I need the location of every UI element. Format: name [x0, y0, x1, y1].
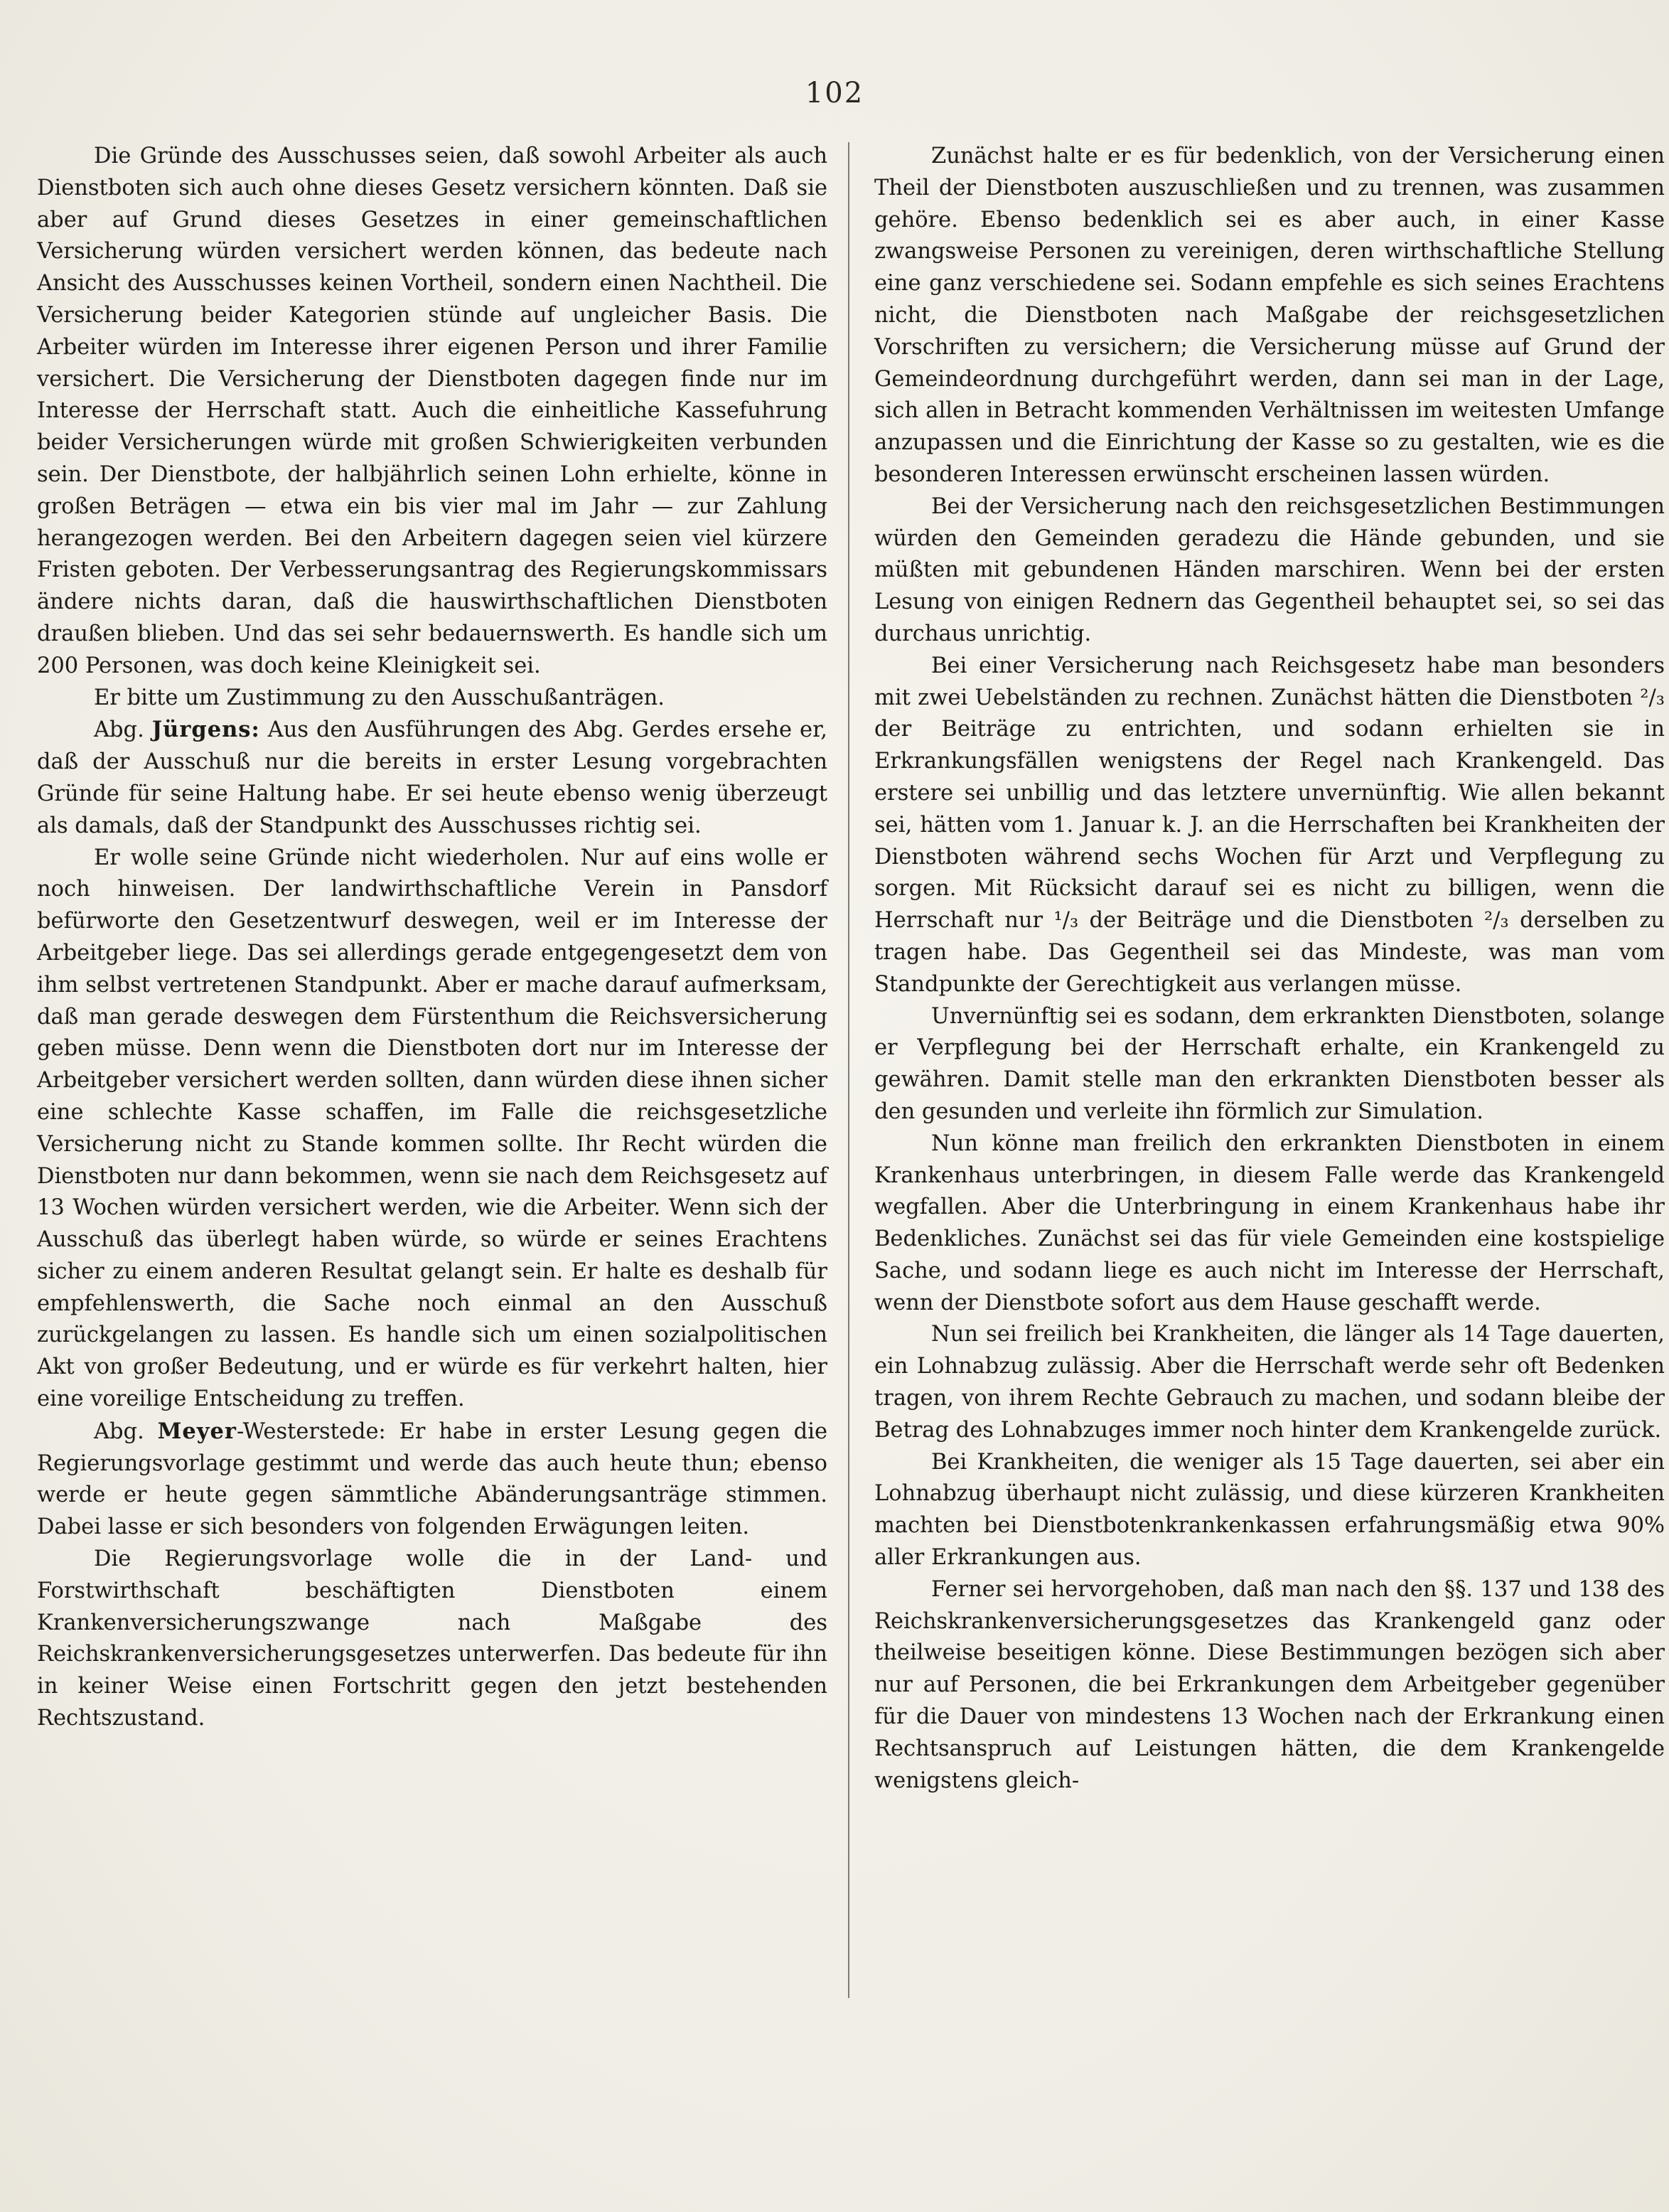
paragraph	[37, 683, 827, 715]
paragraph-text: Unvernünftig sei es sodann, dem erkrankten Dienstboten, solange er Verpflegung bei der Herrschaft erhalte, ein Krankengeld zu gewähren. Damit stelle man den erkrankten Dienstboten besser als den gesunden und verleite ihn förmlich zur Simulation.	[874, 1003, 1665, 1124]
page-number: 102	[805, 77, 864, 109]
paragraph	[874, 491, 1665, 651]
paragraph-text: Die Gründe des Ausschusses seien, daß sowohl Arbeiter als auch Dienstboten sich auch ohne dieses Gesetz versichern könnten. Daß sie aber auf Grund dieses Gesetzes in einer gemeinschaftlichen Versicherung würden versichert werden können, das bedeute nach Ansicht des Ausschusses keinen Vortheil, sondern einen Nachtheil. Die Versicherung beider Kategorien stünde auf ungleicher Basis. Die Arbeiter würden im Interesse ihrer eigenen Person und ihrer Familie versichert. Die Versicherung der Dienstboten dagegen finde nur im Interesse der Herrschaft statt. Auch die einheitliche Kassefuhrung beider Versicherungen würde mit großen Schwierigkeiten verbunden sein. Der Dienstbote, der halbjährlich seinen Lohn erhielte, könne in großen Beträgen — etwa ein bis vier mal im Jahr — zur Zahlung herangezogen werden. Bei den Arbeitern dagegen seien viel kürzere Fristen geboten. Der Verbesserungsantrag des Regierungskommissars ändere nichts daran, daß die hauswirthschaftlichen Dienstboten draußen blieben. Und das sei sehr bedauernswerth. Es handle sich um 200 Personen, was doch keine Kleinigkeit sei.	[37, 144, 827, 678]
paragraph	[874, 651, 1665, 1001]
paragraph	[874, 1128, 1665, 1320]
paragraph	[874, 141, 1665, 491]
paragraph-text: -Westerstede: Er habe in erster Lesung gegen die Regierungsvorlage gestimmt und werde das auch heute thun; ebenso werde er heute gegen sämmtliche Abänderungsanträge stimmen. Dabei lasse er sich besonders von folgenden Erwägungen leiten.	[37, 1418, 827, 1540]
paragraph-text: Er wolle seine Gründe nicht wiederholen. Nur auf eins wolle er noch hinweisen. Der landwirthschaftliche Verein in Pansdorf befürworte den Gesetzentwurf deswegen, weil er im Interesse der Arbeitgeber liege. Das sei allerdings gerade entgegengesetzt dem von ihm selbst vertretenen Standpunkt. Aber er mache darauf aufmerksam, daß man gerade deswegen dem Fürstenthum die Reichsversicherung geben müsse. Denn wenn die Dienstboten dort nur im Interesse der Arbeitgeber versichert werden sollten, dann würden diese ihnen sicher eine schlechte Kasse schaffen, im Falle die reichsgesetzliche Versicherung nicht zu Stande kommen sollte. Ihr Recht würden die Dienstboten nur dann bekommen, wenn sie nach dem Reichsgesetz auf 13 Wochen würden versichert werden, wie die Arbeiter. Wenn sich der Ausschuß das überlegt haben würde, so würde er seines Erachtens sicher zu einem anderen Resultat gelangt sein. Er halte es deshalb für empfehlenswerth, die Sache noch einmal an den Ausschuß zurückgelangen zu lassen. Es handle sich um einen sozialpolitischen Akt von großer Bedeutung, und er würde es für verkehrt halten, hier eine voreilige Entscheidung zu treffen.	[37, 845, 827, 1412]
paragraph-text: Bei der Versicherung nach den reichsgesetzlichen Bestimmungen würden den Gemeinden geradezu die Hände gebunden, und sie müßten mit gebundenen Händen marschiren. Wenn bei der ersten Lesung von einigen Rednern das Gegentheil behauptet sei, so sei das durchaus unrichtig.	[874, 493, 1665, 646]
paragraph-text: Bei Krankheiten, die weniger als 15 Tage dauerten, sei aber ein Lohnabzug überhaupt nicht zulässig, und diese kürzeren Krankheiten machten bei Dienstbotenkrankenkassen erfahrungsmäßig etwa 90% aller Erkrankungen aus.	[874, 1449, 1665, 1571]
paragraph-text: Nun könne man freilich den erkrankten Dienstboten in einem Krankenhaus unterbringen, in diesem Falle werde das Krankengeld wegfallen. Aber die Unterbringung in einem Krankenhaus habe ihr Bedenkliches. Zunächst sei das für viele Gemeinden eine kostspielige Sache, und sodann liege es auch nicht im Interesse der Herrschaft, wenn der Dienstbote sofort aus dem Hause geschafft werde.	[874, 1131, 1665, 1315]
speaker-name: Jürgens:	[151, 717, 260, 743]
speaker-prefix: Abg.	[94, 717, 152, 743]
paragraph-text: Aus den Ausführungen des Abg. Gerdes ersehe er, daß der Ausschuß nur die bereits in erster Lesung vorgebrachten Gründe für seine Haltung habe. Er sei heute ebenso wenig überzeugt als damals, daß der Standpunkt des Ausschusses richtig sei.	[37, 717, 828, 838]
paragraph	[874, 1447, 1665, 1574]
paragraph-text: Zunächst halte er es für bedenklich, von der Versicherung einen Theil der Dienstboten auszuschließen und zu trennen, was zusammen gehöre. Ebenso bedenklich sei es aber auch, in einer Kasse zwangsweise Personen zu vereinigen, deren wirthschaftliche Stellung eine ganz verschiedene sei. Sodann empfehle es sich seines Erachtens nicht, die Dienstboten nach Maßgabe der reichsgesetzlichen Vorschriften zu versichern; die Versicherung müsse auf Grund der Gemeindeordnung durchgeführt werden, dann sei man in der Lage, sich allen in Betracht kommenden Verhältnissen im weitesten Umfange anzupassen und die Einrichtung der Kasse so zu gestalten, wie es die besonderen Interessen erwünscht erscheinen lassen würden.	[874, 144, 1665, 487]
left-column	[37, 141, 827, 1735]
paragraph	[874, 1574, 1665, 1797]
paragraph	[37, 1544, 827, 1735]
paragraph-text: Ferner sei hervorgehoben, daß man nach den §§. 137 und 138 des Reichskrankenversicherungsgesetzes das Krankengeld ganz oder theilweise beseitigen könne. Diese Bestimmungen bezögen sich aber nur auf Personen, die bei Erkrankungen dem Arbeitgeber gegenüber für die Dauer von mindestens 13 Wochen nach der Erkrankung einen Rechtsanspruch auf Leistungen hätten, die dem Krankengelde wenigstens gleich-	[874, 1576, 1665, 1793]
column-divider	[848, 142, 849, 1998]
paragraph	[874, 1319, 1665, 1446]
paragraph-text: Nun sei freilich bei Krankheiten, die länger als 14 Tage dauerten, ein Lohnabzug zulässig. Aber die Herrschaft werde sehr oft Bedenken tragen, von ihrem Rechte Gebrauch zu machen, und sodann bleibe der Betrag des Lohnabzuges immer noch hinter dem Krankengelde zurück.	[874, 1322, 1665, 1443]
paragraph	[874, 1001, 1665, 1128]
paragraph-text: Er bitte um Zustimmung zu den Ausschußanträgen.	[94, 685, 665, 710]
speaker-prefix: Abg.	[94, 1418, 158, 1444]
paragraph	[37, 1416, 827, 1544]
right-column	[874, 141, 1665, 1797]
paragraph-text: Die Regierungsvorlage wolle die in der Land- und Forstwirthschaft beschäftigten Dienstboten einem Krankenversicherungszwange nach Maßgabe des Reichskrankenversicherungsgesetzes unterwerfen. Das bedeute für ihn in keiner Weise einen Fortschritt gegen den jetzt bestehenden Rechtszustand.	[37, 1546, 827, 1731]
speaker-name: Meyer	[157, 1418, 237, 1444]
paragraph	[37, 843, 827, 1416]
paragraph-text: Bei einer Versicherung nach Reichsgesetz habe man besonders mit zwei Uebelständen zu rechnen. Zunächst hätten die Dienstboten ²/₃ der Beiträge zu entrichten, und sodann erhielten sie in Erkrankungsfällen wenigstens der Regel nach Krankengeld. Das erstere sei unbillig und das letztere unvernünftig. Wie allen bekannt sei, hätten vom 1. Januar k. J. an die Herrschaften bei Krankheiten der Dienstboten während sechs Wochen für Arzt und Verpflegung zu sorgen. Mit Rücksicht darauf sei es nicht zu billigen, wenn die Herrschaft nur ¹/₃ der Beiträge und die Dienstboten ²/₃ derselben zu tragen habe. Das Gegentheil sei das Mindeste, was man vom Standpunkte der Gerechtigkeit aus verlangen müsse.	[874, 653, 1665, 997]
paragraph	[37, 141, 827, 683]
paragraph	[37, 714, 827, 842]
